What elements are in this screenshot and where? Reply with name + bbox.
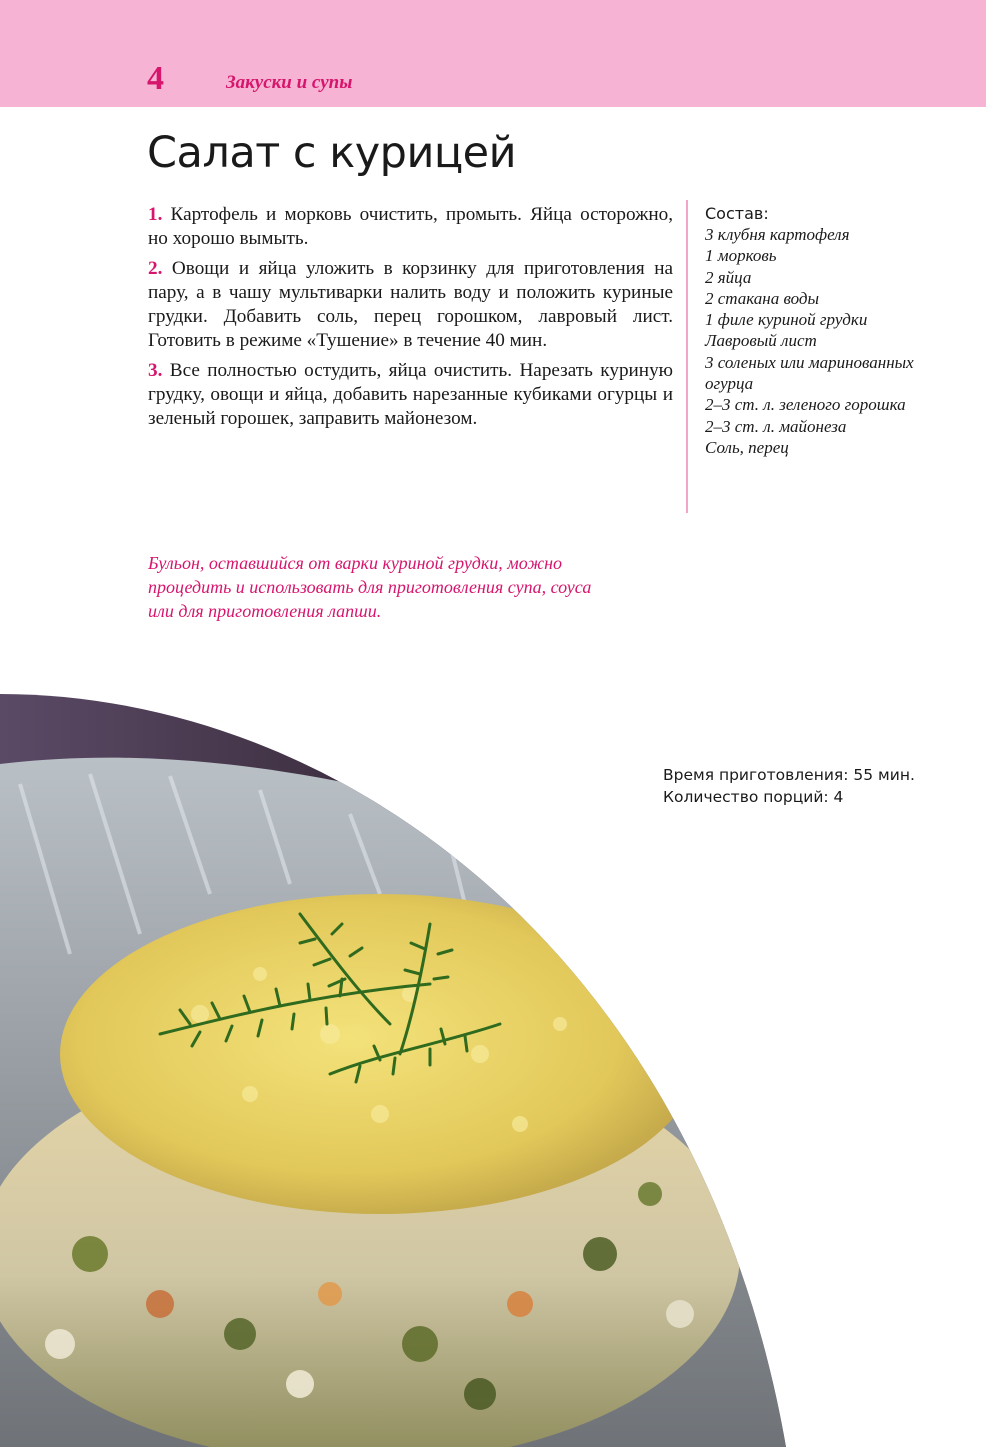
step-number: 2. — [148, 258, 163, 279]
ingredient-item: 2–3 ст. л. зеленого горошка — [705, 395, 906, 415]
servings-count: Количество порций: 4 — [663, 788, 844, 806]
tip-text: Бульон, оставшийся от варки куриной грудки, можно процедить и использовать для приготовления супа, соуса или для приготовления лапши. — [148, 553, 592, 621]
page-number: 4 — [147, 60, 164, 97]
step-text: Картофель и морковь очистить, промыть. Яйца осторожно, но хорошо вымыть. — [148, 204, 674, 249]
ingredient-item: Соль, перец — [705, 437, 789, 457]
step-text: Овощи и яйца уложить в корзинку для приготовления на пару, а в чашу мультиварки налить воду и положить куриные грудки. Добавить соль, перец горошком, лавровый лист. Готовить в режиме «Тушение» в течение 40 мин. — [148, 258, 674, 351]
recipe-step — [148, 257, 673, 353]
step-number: 1. — [148, 204, 163, 225]
section-title: Закуски и супы — [226, 72, 353, 93]
ingredient-item: Лавровый лист — [705, 331, 817, 351]
recipe-step — [148, 203, 673, 251]
ingredients-title: Состав: — [705, 204, 769, 223]
ingredient-item: 2 стакана воды — [705, 288, 820, 308]
ingredients-list — [705, 224, 915, 458]
recipe-title: Салат с курицей — [147, 128, 517, 178]
step-text: Все полностью остудить, яйца очистить. Нарезать куриную грудку, овощи и яйца, добавить нарезанные кубиками огурцы и зеленый горошек, заправить майонезом. — [148, 360, 674, 429]
recipe-steps — [148, 203, 673, 437]
ingredient-item: 3 соленых или маринованных огурца — [705, 352, 914, 394]
ingredient-item: 3 клубня картофеля — [705, 225, 850, 244]
ingredient-item: 1 морковь — [705, 246, 777, 266]
ingredient-item: 2–3 ст. л. майонеза — [705, 416, 847, 436]
recipe-step — [148, 359, 673, 431]
step-number: 3. — [148, 360, 163, 381]
ingredients-panel — [686, 200, 915, 513]
ingredient-item: 2 яйца — [705, 267, 752, 287]
cooking-time: Время приготовления: 55 мин. — [663, 766, 915, 784]
ingredient-item: 1 филе куриной грудки — [705, 310, 868, 330]
recipe-info — [663, 764, 915, 808]
